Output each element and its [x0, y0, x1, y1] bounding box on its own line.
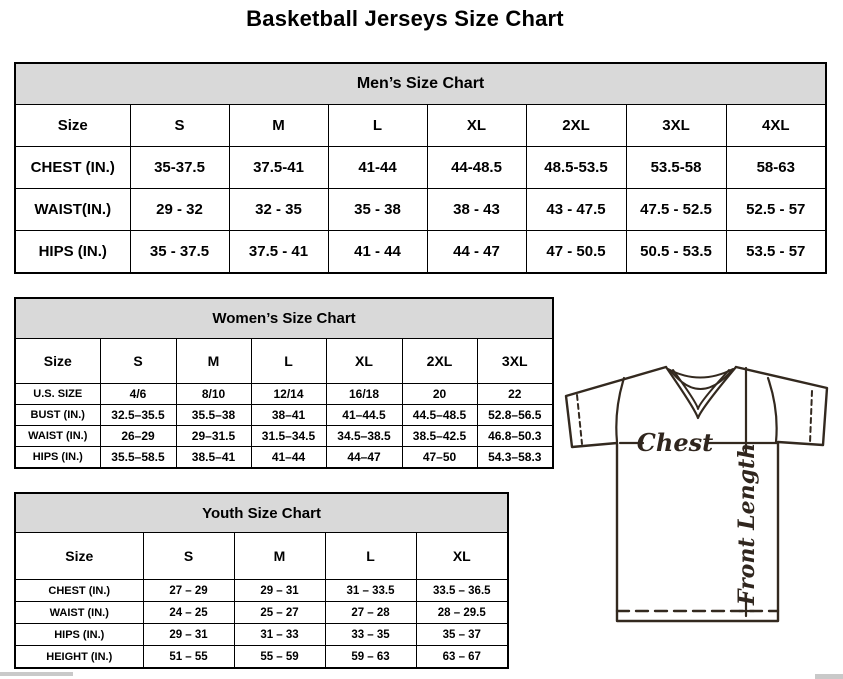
cell: 50.5 - 53.5 — [626, 231, 726, 274]
column-header: 3XL — [477, 339, 553, 384]
chest-label: Chest — [636, 428, 714, 457]
cell: 16/18 — [326, 384, 402, 405]
cell: 54.3–58.3 — [477, 447, 553, 469]
cell: 46.8–50.3 — [477, 426, 553, 447]
cell: 8/10 — [176, 384, 251, 405]
cell: 27 – 28 — [325, 602, 416, 624]
table-row — [15, 580, 508, 602]
cell: 38.5–41 — [176, 447, 251, 469]
column-header: S — [143, 533, 234, 580]
row-label: WAIST (IN.) — [15, 602, 143, 624]
cell: 24 – 25 — [143, 602, 234, 624]
cell: 47.5 - 52.5 — [626, 189, 726, 231]
cell: 41–44 — [251, 447, 326, 469]
youth-size-chart-table — [14, 492, 509, 669]
cell: 35 - 37.5 — [130, 231, 229, 274]
column-header: L — [328, 105, 427, 147]
womens-size-chart-table — [14, 297, 554, 469]
table-row — [15, 231, 826, 274]
column-header: 3XL — [626, 105, 726, 147]
cell: 55 – 59 — [234, 646, 325, 669]
cell: 28 – 29.5 — [416, 602, 508, 624]
cell: 51 – 55 — [143, 646, 234, 669]
cell: 47–50 — [402, 447, 477, 469]
cell: 41-44 — [328, 147, 427, 189]
cell: 35-37.5 — [130, 147, 229, 189]
cell: 32.5–35.5 — [100, 405, 176, 426]
cell: 12/14 — [251, 384, 326, 405]
cell: 59 – 63 — [325, 646, 416, 669]
column-header: 2XL — [402, 339, 477, 384]
page-title: Basketball Jerseys Size Chart — [246, 6, 564, 31]
row-label: WAIST (IN.) — [15, 426, 100, 447]
right-cuff-dashed-line — [810, 391, 812, 443]
cell: 53.5 - 57 — [726, 231, 826, 274]
table-row — [15, 602, 508, 624]
row-label: HIPS (IN.) — [15, 624, 143, 646]
table-row — [15, 447, 553, 469]
column-header: M — [234, 533, 325, 580]
column-header: XL — [427, 105, 526, 147]
cell: 47 - 50.5 — [526, 231, 626, 274]
table-row — [15, 646, 508, 669]
column-header: Size — [15, 105, 130, 147]
row-label: WAIST(IN.) — [15, 189, 130, 231]
row-label: HIPS (IN.) — [15, 447, 100, 469]
cell: 35.5–38 — [176, 405, 251, 426]
column-header: L — [251, 339, 326, 384]
cell: 43 - 47.5 — [526, 189, 626, 231]
cell: 63 – 67 — [416, 646, 508, 669]
cell: 20 — [402, 384, 477, 405]
column-header: M — [229, 105, 328, 147]
column-header: XL — [416, 533, 508, 580]
cell: 48.5-53.5 — [526, 147, 626, 189]
cell: 37.5 - 41 — [229, 231, 328, 274]
cell: 38–41 — [251, 405, 326, 426]
cell: 27 – 29 — [143, 580, 234, 602]
cell: 41 - 44 — [328, 231, 427, 274]
cell: 33.5 – 36.5 — [416, 580, 508, 602]
cell: 25 – 27 — [234, 602, 325, 624]
column-header: S — [130, 105, 229, 147]
youth-chart-title: Youth Size Chart — [15, 493, 508, 533]
cell: 34.5–38.5 — [326, 426, 402, 447]
row-label: HEIGHT (IN.) — [15, 646, 143, 669]
cell: 53.5-58 — [626, 147, 726, 189]
table-row — [15, 405, 553, 426]
jersey-measurement-diagram — [556, 354, 838, 678]
left-armhole-seam — [616, 378, 624, 442]
cell: 52.8–56.5 — [477, 405, 553, 426]
cell: 29 - 32 — [130, 189, 229, 231]
front-length-label: Front Length — [734, 442, 760, 606]
table-row — [15, 189, 826, 231]
cell: 4/6 — [100, 384, 176, 405]
cell: 44 - 47 — [427, 231, 526, 274]
row-label: HIPS (IN.) — [15, 231, 130, 274]
mens-size-chart-table — [14, 62, 827, 274]
cell: 52.5 - 57 — [726, 189, 826, 231]
column-header: S — [100, 339, 176, 384]
cell: 22 — [477, 384, 553, 405]
cell: 33 – 35 — [325, 624, 416, 646]
cell: 29 – 31 — [143, 624, 234, 646]
cell: 31 – 33.5 — [325, 580, 416, 602]
scrollbar-fragment-right — [815, 674, 843, 679]
column-header: XL — [326, 339, 402, 384]
cell: 31.5–34.5 — [251, 426, 326, 447]
column-header: Size — [15, 339, 100, 384]
row-label: CHEST (IN.) — [15, 580, 143, 602]
cell: 37.5-41 — [229, 147, 328, 189]
cell: 41–44.5 — [326, 405, 402, 426]
cell: 26–29 — [100, 426, 176, 447]
column-header: L — [325, 533, 416, 580]
cell: 44-48.5 — [427, 147, 526, 189]
column-header: Size — [15, 533, 143, 580]
cell: 38.5–42.5 — [402, 426, 477, 447]
row-label: U.S. SIZE — [15, 384, 100, 405]
table-row — [15, 384, 553, 405]
cell: 35 – 37 — [416, 624, 508, 646]
table-row — [15, 147, 826, 189]
table-row — [15, 426, 553, 447]
cell: 32 - 35 — [229, 189, 328, 231]
scrollbar-fragment-left — [0, 672, 73, 676]
column-header: M — [176, 339, 251, 384]
cell: 44–47 — [326, 447, 402, 469]
column-header: 2XL — [526, 105, 626, 147]
cell: 29 – 31 — [234, 580, 325, 602]
column-header: 4XL — [726, 105, 826, 147]
row-label: BUST (IN.) — [15, 405, 100, 426]
left-cuff-dashed-line — [577, 395, 582, 444]
cell: 44.5–48.5 — [402, 405, 477, 426]
cell: 58-63 — [726, 147, 826, 189]
cell: 38 - 43 — [427, 189, 526, 231]
cell: 35.5–58.5 — [100, 447, 176, 469]
cell: 35 - 38 — [328, 189, 427, 231]
cell: 31 – 33 — [234, 624, 325, 646]
womens-chart-title: Women’s Size Chart — [15, 298, 553, 339]
cell: 29–31.5 — [176, 426, 251, 447]
right-armhole-seam — [768, 378, 777, 442]
table-row — [15, 624, 508, 646]
row-label: CHEST (IN.) — [15, 147, 130, 189]
mens-chart-title: Men’s Size Chart — [15, 63, 826, 105]
